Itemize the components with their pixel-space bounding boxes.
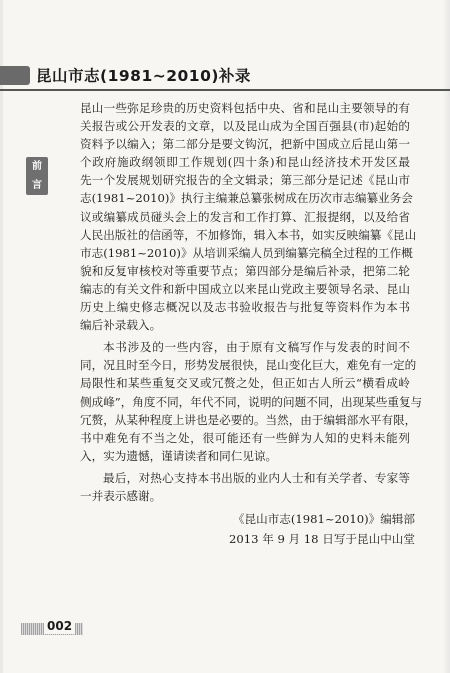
text-line: 关报告或公开发表的文章，以及昆山成为全国百强县(市)起始的	[80, 119, 410, 134]
text-line: 编志的有关文件和新中国成立以来昆山党政主要领导名录、昆山	[80, 281, 410, 296]
text-line: 个政府施政纲领即工作规划(四十条)和昆山经济技术开发区最	[80, 155, 410, 170]
section-side-char-2: 言	[32, 179, 42, 191]
page-edge-shadow	[442, 0, 450, 673]
text-line: 局限性和某些重复交叉或冗赘之处，但正如古人所云“横看成岭	[80, 376, 410, 391]
text-line: 一并表示感谢。	[80, 488, 162, 503]
text-line: 本书涉及的一些内容，由于原有文稿写作与发表的时间不	[103, 340, 410, 355]
text-line: 入，实为遗憾，谨请读者和同仁见谅。	[80, 448, 278, 463]
header-tab-marker	[0, 66, 30, 85]
text-line: 志(1981~2010)》执行主编兼总纂张树成在历次市志编纂业务会	[80, 191, 413, 206]
paragraph-3	[80, 469, 410, 505]
text-line: 先一个发展规划研究报告的全文辑录；第三部分是记述《昆山市	[80, 173, 410, 188]
text-line: 侧成峰”，角度不同，年代不同，说明的问题不同，出现某些重复与	[80, 394, 423, 409]
paragraph-2	[80, 338, 423, 465]
text-line: 同，况且时至今日，形势发展很快，昆山变化巨大，难免有一定的	[80, 358, 417, 373]
paragraph-1	[80, 99, 417, 334]
text-line: 冗赘，从某种程度上讲也是必要的。当然，由于编辑部水平有限，	[80, 412, 417, 427]
signature-block	[215, 509, 415, 549]
signature-editorial-board: 《昆山市志(1981~2010)》编辑部	[232, 512, 415, 526]
text-line: 昆山一些弥足珍贵的历史资料包括中央、省和昆山主要领导的有	[80, 101, 410, 115]
text-line: 最后，对热心支持本书出版的业内人士和有关学者、专家等	[103, 470, 410, 485]
text-line: 历史上编史修志概况以及志书验收报告与批复等资料作为本书	[80, 300, 410, 315]
text-line: 编后补录载入。	[80, 318, 162, 333]
header-rule	[0, 89, 450, 91]
body-text	[80, 99, 423, 505]
section-side-label	[26, 157, 48, 195]
text-line: 议或编纂成员碰头会上的发言和工作打算、汇报提纲，以及给省	[80, 209, 410, 224]
running-header-title: 昆山市志(1981~2010)补录	[36, 67, 251, 85]
page-number: 002	[44, 618, 75, 634]
text-line: 市志(1981~2010)》从培训采编人员到编纂完稿全过程的工作概	[80, 245, 413, 260]
text-line: 资料予以编入；第二部分是要文钩沉，把新中国成立后昆山第一	[80, 137, 410, 152]
section-side-char-1: 前	[32, 160, 42, 172]
signature-date: 2013 年 9 月 18 日写于昆山中山堂	[229, 532, 415, 546]
text-line: 貌和反复审核校对等重要节点；第四部分是编后补录，把第二轮	[80, 263, 410, 278]
text-line: 人民出版社的信函等，不加修饰，辑入本书，如实反映编纂《昆山	[80, 227, 417, 242]
text-line: 书中难免有不当之处，很可能还有一些鲜为人知的史料未能列	[80, 430, 410, 445]
page-binding-shadow	[0, 0, 3, 673]
